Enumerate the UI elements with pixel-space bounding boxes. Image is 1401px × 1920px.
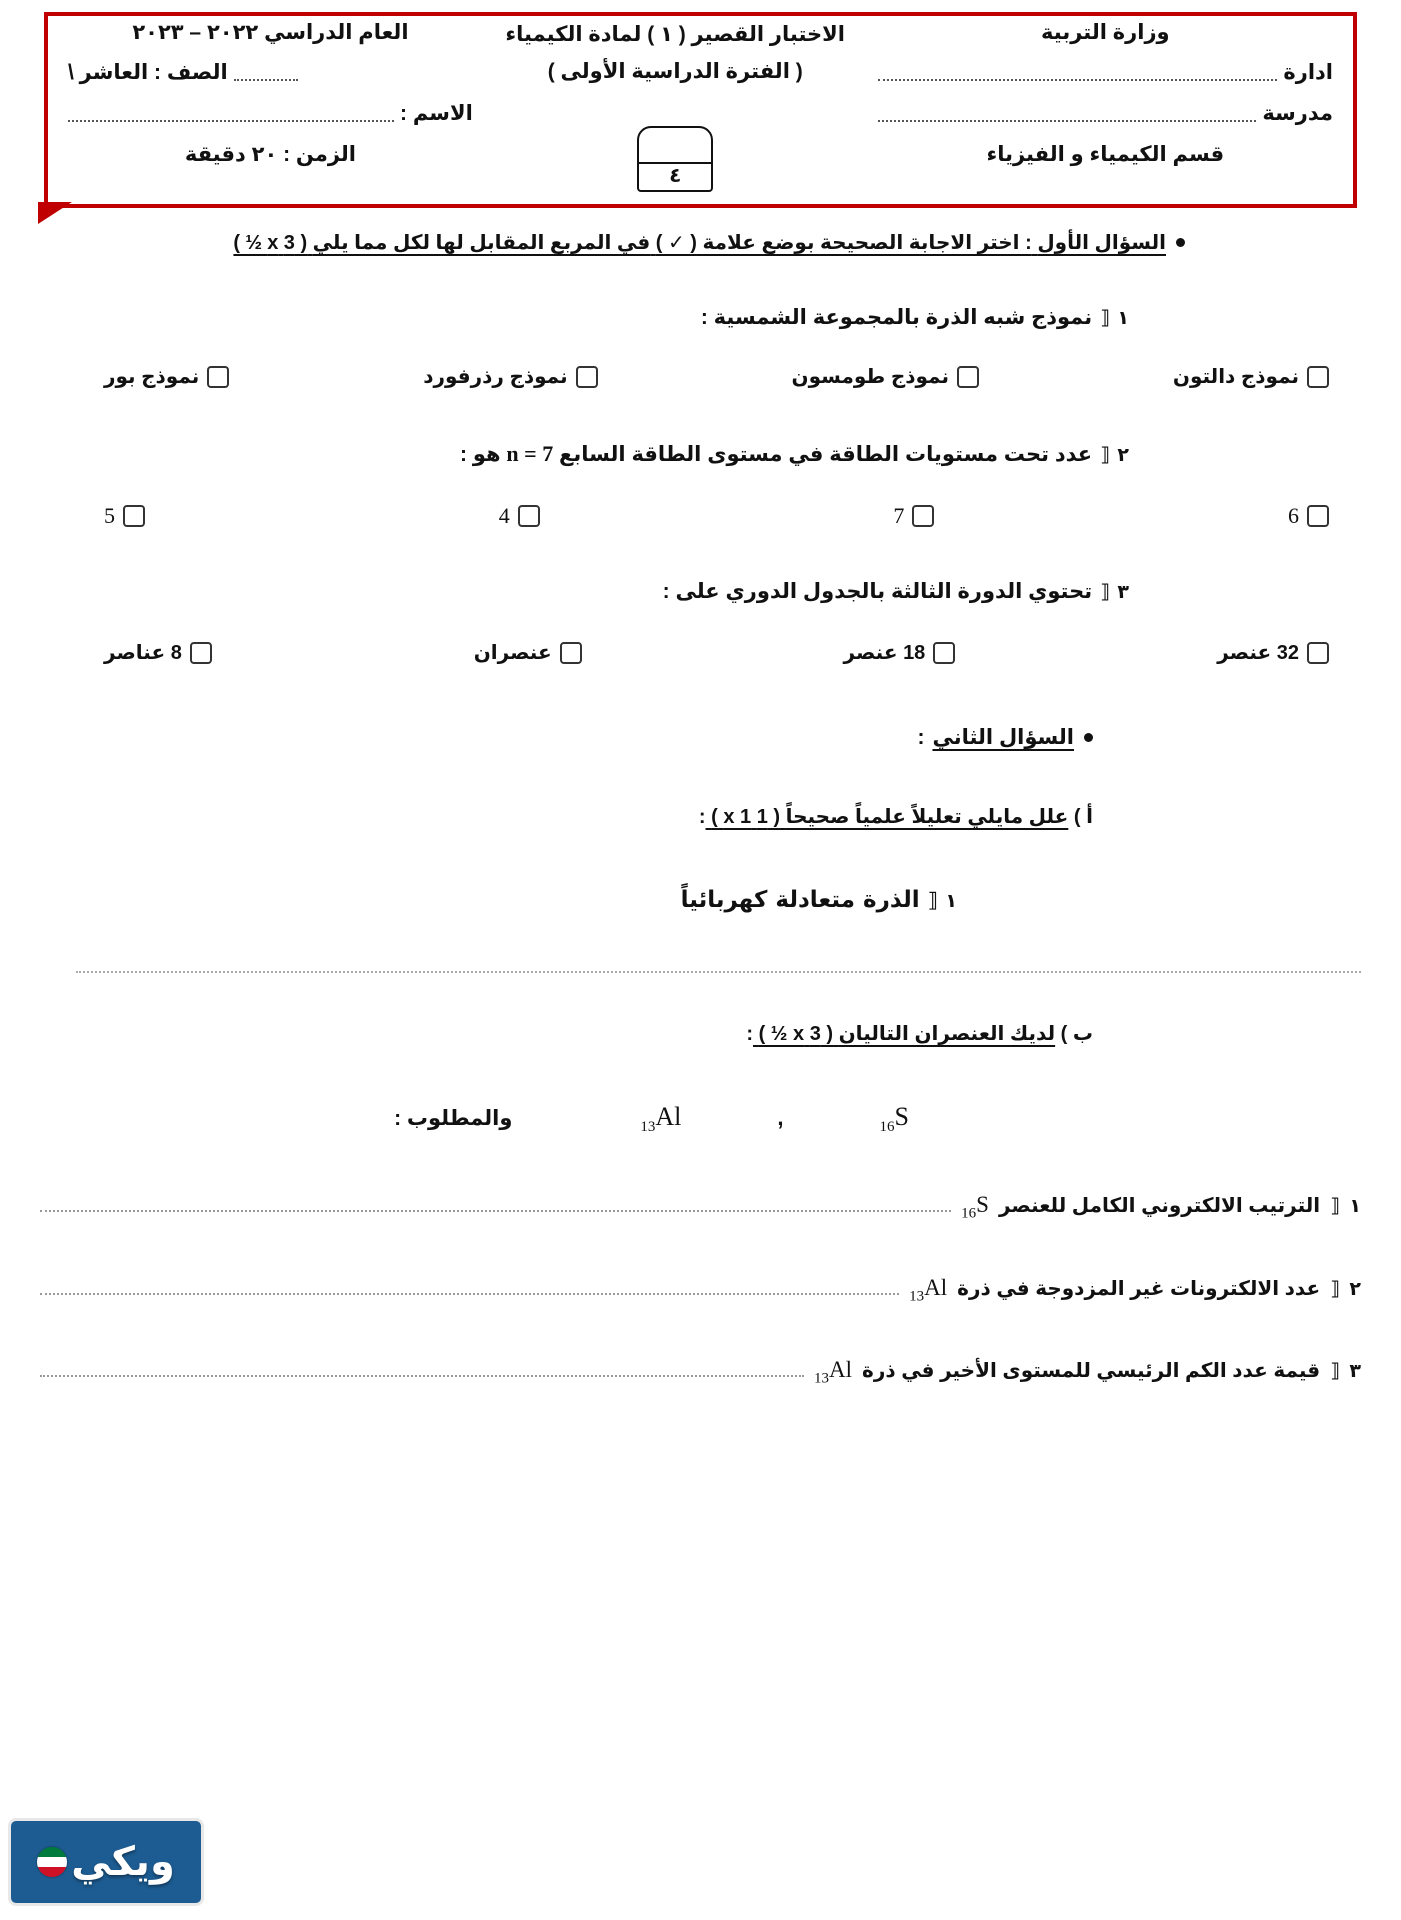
part-b-marks: ( 3 x ½ ) <box>758 1023 834 1045</box>
checkbox-icon[interactable] <box>190 642 212 664</box>
grade-field <box>68 60 473 85</box>
element-aluminium <box>640 1102 681 1136</box>
part-b-item-1-number: ١ <box>1349 1196 1361 1218</box>
part-a-letter: أ ) <box>1073 806 1093 828</box>
academic-year-label: العام الدراسي ٢٠٢٢ – ٢٠٢٣ <box>132 21 409 44</box>
checkbox-icon[interactable] <box>123 505 145 527</box>
option-label: 6 <box>1288 503 1299 528</box>
checkbox-icon[interactable] <box>957 366 979 388</box>
part-b-item-1-text: الترتيب الالكتروني الكامل للعنصر <box>998 1195 1321 1218</box>
part-b-prompt: لديك العنصران التاليان <box>838 1023 1056 1045</box>
question-3-text: تحتوي الدورة الثالثة بالجدول الدوري على : <box>662 580 1093 603</box>
required-label: والمطلوب : <box>394 1107 513 1130</box>
question-marker-icon: ⟦ <box>1330 1361 1340 1383</box>
answer-blank-2[interactable] <box>40 1283 899 1295</box>
checkbox-icon[interactable] <box>576 366 598 388</box>
element-ref-symbol: Al <box>924 1274 948 1300</box>
option-label: 18 عنصر <box>843 642 926 664</box>
option-q1-3[interactable] <box>792 364 979 389</box>
question-1-options <box>40 364 1361 389</box>
department-label: قسم الكيمياء و الفيزياء <box>986 143 1225 167</box>
question-2-text-prefix: عدد تحت مستويات الطاقة في مستوى الطاقة السابع <box>559 443 1093 466</box>
question-marker-icon: ⟦ <box>1100 445 1110 466</box>
elements-separator: , <box>777 1105 784 1130</box>
option-q2-4[interactable] <box>1288 503 1329 529</box>
question-two-colon: : <box>917 725 925 749</box>
element-ref-number: 13 <box>814 1370 830 1387</box>
part-b-item-2 <box>40 1275 1361 1306</box>
element-ref-number: 13 <box>909 1288 925 1305</box>
watermark-logo-text: ويكي <box>71 1839 175 1885</box>
question-one-instruction: : اختر الاجابة الصحيحة بوضع علامة <box>702 232 1032 254</box>
part-b-item-3 <box>40 1357 1361 1388</box>
school-label: مدرسة <box>1262 102 1333 126</box>
question-item-2 <box>40 441 1361 467</box>
element-ref-aluminium <box>814 1357 852 1388</box>
checkmark-glyph: ( ✓ ) <box>655 232 697 254</box>
part-b-header <box>40 1021 1361 1046</box>
student-name-label: الاسم : <box>400 102 473 126</box>
student-name-blank[interactable] <box>68 108 394 122</box>
option-q1-2[interactable] <box>423 364 597 389</box>
header-student-info <box>68 22 473 200</box>
question-item-3 <box>40 579 1361 604</box>
option-q2-1[interactable] <box>104 503 145 529</box>
question-1-number: ١ <box>1117 308 1129 329</box>
part-b-item-1 <box>40 1192 1361 1223</box>
checkbox-icon[interactable] <box>1307 366 1329 388</box>
option-q3-3[interactable] <box>844 640 956 665</box>
part-a-item-1 <box>40 887 1361 913</box>
option-label: نموذج بور <box>104 366 200 388</box>
option-q1-4[interactable] <box>1173 364 1329 389</box>
part-b-elements-row <box>40 1102 1361 1136</box>
part-b-item-3-number: ٣ <box>1349 1361 1361 1383</box>
header-school-info <box>878 22 1333 200</box>
question-two-header <box>40 725 1361 750</box>
option-q2-2[interactable] <box>499 503 540 529</box>
exam-duration-label: الزمن : ٢٠ دقيقة <box>184 143 356 167</box>
question-one-marks: ( 3 x ½ ) <box>233 232 308 254</box>
question-item-1 <box>40 305 1361 330</box>
question-one-header <box>40 230 1361 255</box>
question-marker-icon: ⟦ <box>1330 1278 1340 1300</box>
student-name-field <box>68 101 473 126</box>
part-b-item-2-number: ٢ <box>1349 1278 1361 1300</box>
element-ref-sulfur <box>961 1192 989 1223</box>
header-exam-info <box>473 22 878 200</box>
part-a-item-1-text: الذرة متعادلة كهربائياً <box>680 887 920 913</box>
option-label: نموذج طومسون <box>791 366 949 388</box>
checkbox-icon[interactable] <box>518 505 540 527</box>
part-a-colon: : <box>698 806 706 828</box>
exam-title: الاختبار القصير ( ١ ) لمادة الكيمياء <box>505 23 846 46</box>
checkbox-icon[interactable] <box>207 366 229 388</box>
checkbox-icon[interactable] <box>560 642 582 664</box>
option-label: 32 عنصر <box>1217 642 1299 664</box>
option-q2-3[interactable] <box>893 503 934 529</box>
element-ref-symbol: Al <box>829 1357 853 1383</box>
element-aluminium-symbol: Al <box>655 1102 682 1131</box>
grade-label: الصف : العاشر \ <box>68 61 228 85</box>
option-label: 8 عناصر <box>104 642 182 664</box>
question-two-title: السؤال الثاني <box>932 726 1074 749</box>
marks-box <box>637 126 713 192</box>
element-ref-number: 16 <box>961 1205 977 1222</box>
grade-blank[interactable] <box>234 69 298 81</box>
part-a-marks: ( 1 x 1 ) <box>711 806 781 828</box>
option-label: 5 <box>104 503 116 528</box>
checkbox-icon[interactable] <box>1307 642 1329 664</box>
option-label: نموذج دالتون <box>1172 366 1299 388</box>
question-2-text-suffix: هو : <box>460 443 501 466</box>
option-label: 4 <box>498 503 510 528</box>
answer-blank-3[interactable] <box>40 1365 804 1377</box>
administration-field <box>878 60 1333 85</box>
part-b-colon: : <box>746 1023 753 1045</box>
option-q3-2[interactable] <box>474 640 582 665</box>
part-a-prompt: علل مايلي تعليلاً علمياً صحيحاً <box>785 806 1069 828</box>
option-q3-4[interactable] <box>1217 640 1329 665</box>
school-blank[interactable] <box>878 108 1257 122</box>
bullet-icon <box>1176 238 1185 247</box>
administration-blank[interactable] <box>878 67 1278 81</box>
part-b-letter: ب ) <box>1060 1023 1093 1045</box>
question-2-options <box>40 503 1361 529</box>
bullet-icon <box>1084 733 1093 742</box>
part-b-item-2-text: عدد الالكترونات غير المزدوجة في ذرة <box>957 1277 1321 1300</box>
element-ref-aluminium <box>909 1275 947 1306</box>
element-sulfur-symbol: S <box>894 1102 909 1131</box>
question-1-text: نموذج شبه الذرة بالمجموعة الشمسية : <box>700 306 1093 329</box>
option-label: نموذج رذرفورد <box>423 366 568 388</box>
part-b-item-3-text: قيمة عدد الكم الرئيسي للمستوى الأخير في ذرة <box>862 1360 1321 1383</box>
question-marker-icon: ⟦ <box>1100 308 1110 329</box>
option-label: 7 <box>893 503 905 528</box>
question-marker-icon: ⟦ <box>1330 1196 1340 1218</box>
checkbox-icon[interactable] <box>912 505 934 527</box>
question-one-instruction-tail: في المربع المقابل لها لكل مما يلي <box>312 232 651 254</box>
checkbox-icon[interactable] <box>1307 505 1329 527</box>
question-2-formula: n = 7 <box>506 441 554 466</box>
ministry-label: وزارة التربية <box>1041 21 1170 44</box>
question-marker-icon: ⟦ <box>1100 582 1110 603</box>
answer-blank-1[interactable] <box>40 1200 951 1212</box>
question-3-number: ٣ <box>1117 582 1129 603</box>
watermark-logo <box>8 1818 204 1906</box>
element-aluminium-number: 13 <box>640 1119 656 1136</box>
option-q1-1[interactable] <box>104 364 229 389</box>
element-sulfur-number: 16 <box>879 1119 895 1136</box>
exam-term: ( الفترة الدراسية الأولى ) <box>547 60 803 83</box>
kuwait-flag-icon <box>37 1847 67 1877</box>
part-a-header <box>40 804 1361 829</box>
checkbox-icon[interactable] <box>933 642 955 664</box>
option-q3-1[interactable] <box>104 640 212 665</box>
part-a-item-1-number: ١ <box>945 890 957 912</box>
option-label: عنصران <box>473 642 552 664</box>
element-sulfur <box>880 1102 909 1136</box>
question-marker-icon: ⟦ <box>927 888 938 912</box>
administration-label: ادارة <box>1283 61 1333 85</box>
exam-header <box>44 12 1357 208</box>
element-ref-symbol: S <box>976 1192 989 1218</box>
exam-body <box>40 222 1361 1388</box>
answer-line-part-a[interactable] <box>76 971 1361 973</box>
school-field <box>878 101 1333 126</box>
question-3-options <box>40 640 1361 665</box>
question-one-title: السؤال الأول <box>1037 232 1166 254</box>
marks-total-value: ٤ <box>669 165 682 187</box>
question-2-number: ٢ <box>1117 445 1129 466</box>
